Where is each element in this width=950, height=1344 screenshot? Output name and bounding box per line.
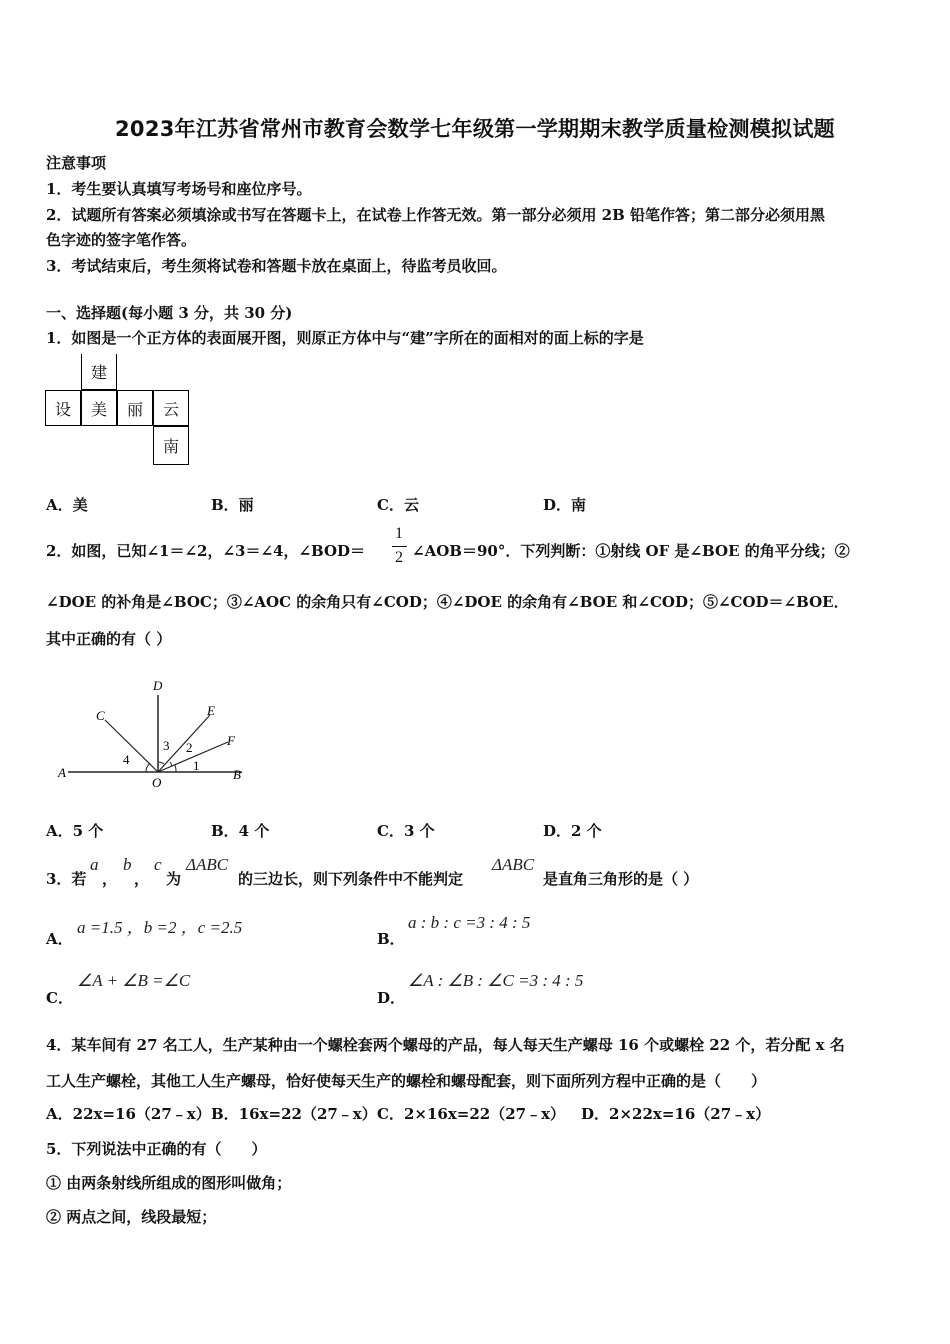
q2-option-b[interactable]: B．4 个	[211, 822, 270, 840]
notice-item: 色字迹的签字笔作答。	[46, 231, 197, 249]
q5-statement: ② 两点之间，线段最短；	[46, 1208, 217, 1226]
arc-3	[158, 762, 164, 764]
q3-end: 是直角三角形的是（ ）	[543, 870, 699, 888]
q5-statement: ① 由两条射线所组成的图形叫做角；	[46, 1174, 292, 1192]
notice-heading: 注意事项	[46, 154, 107, 172]
angle-3-label: 3	[163, 738, 170, 753]
label-f: F	[227, 733, 235, 748]
section-heading: 一、选择题(每小题 3 分，共 30 分)	[46, 304, 293, 322]
ray-oc	[105, 720, 158, 772]
question-1-stem: 1．如图是一个正方体的表面展开图，则原正方体中与“建”字所在的面相对的面上标的字是	[46, 329, 644, 347]
var-c: c	[154, 855, 162, 874]
triangle-abc: ΔABC	[492, 855, 535, 874]
net-cell-mid2: 丽	[117, 390, 153, 426]
notice-item: 1．考生要认真填写考场号和座位序号。	[46, 180, 312, 198]
q1-option-a[interactable]: A．美	[46, 496, 88, 514]
comma: ，	[134, 870, 150, 888]
q1-option-d[interactable]: D．南	[543, 496, 587, 514]
q4-option-c[interactable]: C．2×16x=22（27﹣x）	[377, 1105, 566, 1123]
q1-option-c[interactable]: C．云	[377, 496, 419, 514]
net-cell-mid1: 美	[81, 390, 117, 426]
net-cell-left: 设	[45, 390, 81, 426]
page-title: 2023年江苏省常州市教育会数学七年级第一学期期末教学质量检测模拟试题	[115, 117, 835, 141]
net-cell-right: 云	[153, 390, 189, 426]
q3-option-c-label[interactable]: C．	[46, 989, 73, 1007]
q2-option-d[interactable]: D．2 个	[543, 822, 602, 840]
question-2-line2: ∠DOE 的补角是∠BOC；③∠AOC 的余角只有∠COD；④∠DOE 的余角有∠BOE 和∠COD；⑤∠COD＝∠BOE．	[46, 593, 849, 611]
q3-option-b-label[interactable]: B．	[377, 930, 405, 948]
fraction-bar	[392, 546, 407, 547]
var-a: a	[90, 855, 99, 874]
label-b: B	[233, 767, 241, 782]
angle-4-label: 4	[123, 752, 130, 767]
q3-option-a-label[interactable]: A．	[46, 930, 73, 948]
angle-2-label: 2	[186, 740, 193, 755]
q3-wei: 为	[166, 870, 182, 888]
question-2-line1b: ∠AOB＝90°．下列判断：①射线 OF 是∠BOE 的角平分线；②	[412, 542, 850, 560]
label-o: O	[152, 775, 162, 790]
q4-option-a[interactable]: A．22x=16（27﹣x）	[46, 1105, 211, 1123]
label-c: C	[96, 708, 105, 723]
label-a: A	[58, 765, 66, 780]
fraction-numerator: 1	[395, 525, 403, 542]
angle-figure	[50, 670, 280, 795]
q3-option-a[interactable]: a =1.5 ，b =2 ，c =2.5	[77, 918, 243, 937]
label-d: D	[153, 678, 163, 693]
var-b: b	[123, 855, 132, 874]
q3-prefix: 3．若	[46, 870, 87, 888]
q3-option-c[interactable]: ∠A + ∠B =∠C	[77, 971, 191, 990]
question-4-line2: 工人生产螺栓，其他工人生产螺母，恰好使每天生产的螺栓和螺母配套，则下面所列方程中正确的是（ ）	[46, 1072, 767, 1090]
angle-1-label: 1	[193, 758, 200, 773]
label-e: E	[207, 703, 215, 718]
q3-middle: 的三边长，则下列条件中不能判定	[238, 870, 464, 888]
question-2-line1a: 2．如图，已知∠1＝∠2，∠3＝∠4，∠BOD＝	[46, 542, 366, 560]
net-cell-bottom: 南	[153, 426, 189, 465]
net-cell-top: 建	[81, 354, 117, 390]
question-5-stem: 5．下列说法中正确的有（ ）	[46, 1140, 267, 1158]
q2-option-c[interactable]: C．3 个	[377, 822, 435, 840]
q3-option-d-label[interactable]: D．	[377, 989, 406, 1007]
fraction-denominator: 2	[395, 549, 403, 566]
notice-item: 3．考试结束后，考生须将试卷和答题卡放在桌面上，待监考员收回。	[46, 257, 507, 275]
q1-option-b[interactable]: B．丽	[211, 496, 254, 514]
q3-option-d[interactable]: ∠A : ∠B : ∠C =3 : 4 : 5	[408, 971, 584, 990]
comma: ，	[102, 870, 118, 888]
notice-item: 2．试题所有答案必须填涂或书写在答题卡上，在试卷上作答无效。第一部分必须用 2B 铅笔作答；第二部分必须用黑	[46, 206, 826, 224]
arc-1	[175, 765, 176, 772]
question-4-line1: 4．某车间有 27 名工人，生产某种由一个螺栓套两个螺母的产品，每人每天生产螺母 16 个或螺栓 22 个，若分配 x 名	[46, 1036, 845, 1054]
q4-option-d[interactable]: D．2×22x=16（27﹣x）	[581, 1105, 771, 1123]
arc-2	[170, 762, 172, 766]
triangle-abc: ΔABC	[186, 855, 229, 874]
q4-option-b[interactable]: B．16x=22（27﹣x）	[211, 1105, 377, 1123]
q2-option-a[interactable]: A．5 个	[46, 822, 104, 840]
q3-option-b[interactable]: a : b : c =3 : 4 : 5	[408, 913, 531, 932]
question-2-line3: 其中正确的有（ ）	[46, 630, 172, 648]
